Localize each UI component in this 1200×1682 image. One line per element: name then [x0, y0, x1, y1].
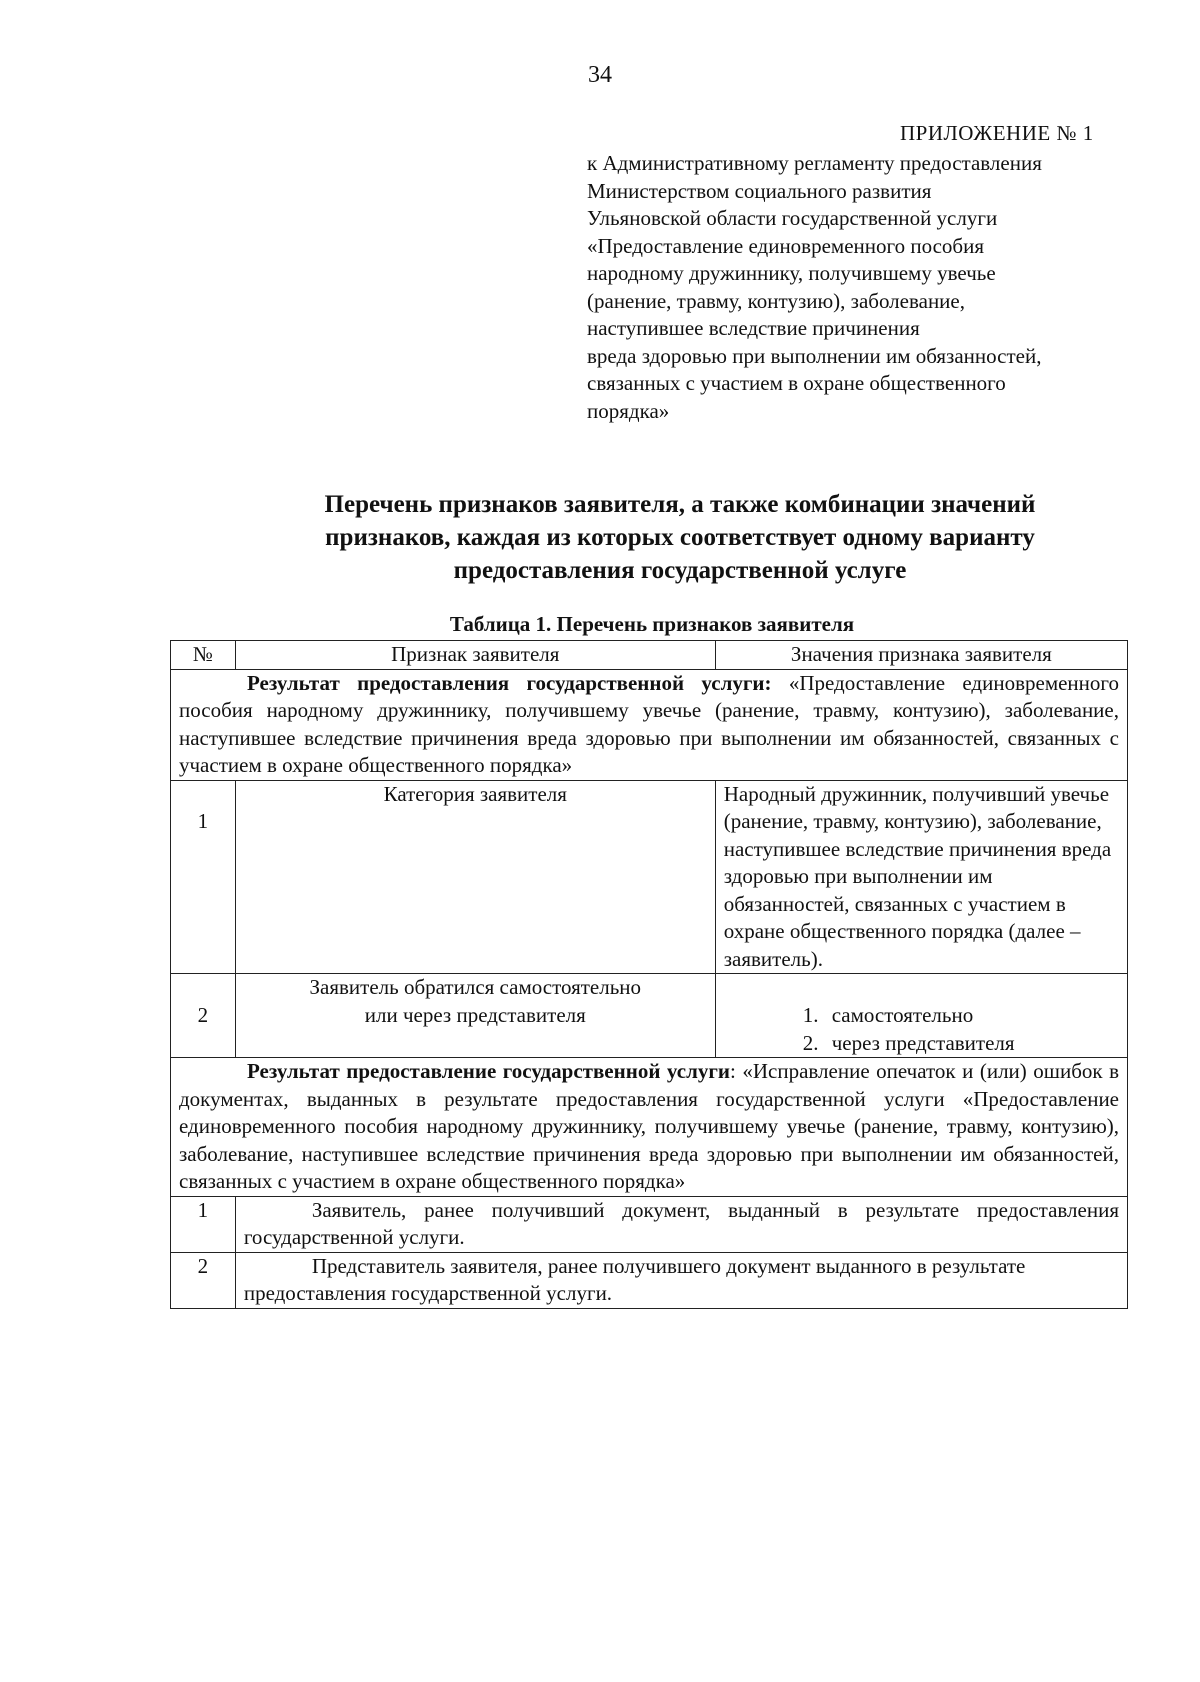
- appendix-line: «Предоставление единовременного пособия: [587, 233, 985, 258]
- page-number: 34: [588, 62, 612, 88]
- table-row: [171, 1252, 1128, 1308]
- header-values: Значения признака заявителя: [715, 641, 1127, 670]
- appendix-line: (ранение, травму, контузию), заболевание,: [587, 288, 965, 313]
- appendix-line: наступившее вследствие причинения: [587, 316, 920, 340]
- appendix-line: Министерством социального развития: [587, 178, 932, 203]
- row-attribute: Заявитель обратился самостоятельно или через представителя: [235, 974, 715, 1058]
- row-value-options: [715, 974, 1127, 1058]
- row-number: 2: [171, 1252, 236, 1308]
- document-heading: [230, 488, 1130, 587]
- section-result-row: [171, 669, 1128, 780]
- row-number: 1: [171, 1196, 236, 1252]
- section-2-label: Результат предоставление государственной услуги: [247, 1059, 731, 1083]
- appendix-subtitle: [587, 150, 1127, 425]
- appendix-line: порядка»: [587, 398, 670, 423]
- appendix-line: связанных с участием в охране общественного: [587, 371, 1006, 395]
- row-number: 2: [171, 974, 236, 1058]
- section-2-body: : «Исправление опечаток и (или) ошибок в документах, выданных в результате предоставления государственной услуги «Предоставление единовременного пособия народному дружиннику, получившему увечье (ранение, травму, контузию), заболевание, наступившее вследствие причинения вреда здоровью при выполнении им обязанностей, связанных с участием в охране общественного порядка»: [179, 1059, 1119, 1193]
- appendix-line: к Административному регламенту предоставления: [587, 151, 1042, 175]
- appendix-line: Ульяновской области государственной услуги: [587, 206, 998, 230]
- heading-line: предоставления государственной услуге: [453, 557, 907, 584]
- row-number: 1: [171, 780, 236, 974]
- section-1-text: [171, 669, 1128, 780]
- heading-line: Перечень признаков заявителя, а также комбинации значений: [324, 491, 1036, 518]
- header-num: №: [171, 641, 236, 670]
- row-value: Народный дружинник, получивший увечье (ранение, травму, контузию), заболевание, наступившее вследствие причинения вреда здоровью при выполнении им обязанностей, связанных с участием в охране общественного порядка (далее – заявитель).: [715, 780, 1127, 974]
- table-row: [171, 780, 1128, 974]
- appendix-title: ПРИЛОЖЕНИЕ № 1: [900, 121, 1094, 145]
- section-1-body: «Предоставление единовременного пособия народному дружиннику, получившему увечье (ранение, травму, контузию), заболевание, наступившее вследствие причинения вреда здоровью при выполнении им обязанностей, связанных с участием в охране общественного порядка»: [179, 670, 1119, 777]
- appendix-line: народному дружиннику, получившему увечье: [587, 261, 996, 285]
- row-attribute: Категория заявителя: [235, 780, 715, 974]
- appendix-line: вреда здоровью при выполнении им обязанностей,: [587, 343, 1042, 368]
- option-item: 1. самостоятельно: [824, 1002, 1119, 1030]
- section-2-text: [171, 1058, 1128, 1197]
- heading-line: признаков, каждая из которых соответствует одному варианту: [325, 524, 1035, 551]
- table-caption: Таблица 1. Перечень признаков заявителя: [449, 612, 855, 636]
- table-row: [171, 974, 1128, 1058]
- section-result-row: [171, 1058, 1128, 1197]
- row-text: Представитель заявителя, ранее получившего документ выданного в результате предоставления государственной услуги.: [235, 1252, 1127, 1308]
- table-row: [171, 1196, 1128, 1252]
- option-item: 2. через представителя: [824, 1030, 1119, 1058]
- applicant-attributes-table: [170, 640, 1128, 1309]
- table-header-row: [171, 641, 1128, 670]
- section-1-label: Результат предоставления государственной услуги:: [247, 670, 772, 695]
- header-attribute: Признак заявителя: [235, 641, 715, 670]
- row-text: Заявитель, ранее получивший документ, выданный в результате предоставления государственной услуги.: [235, 1196, 1127, 1252]
